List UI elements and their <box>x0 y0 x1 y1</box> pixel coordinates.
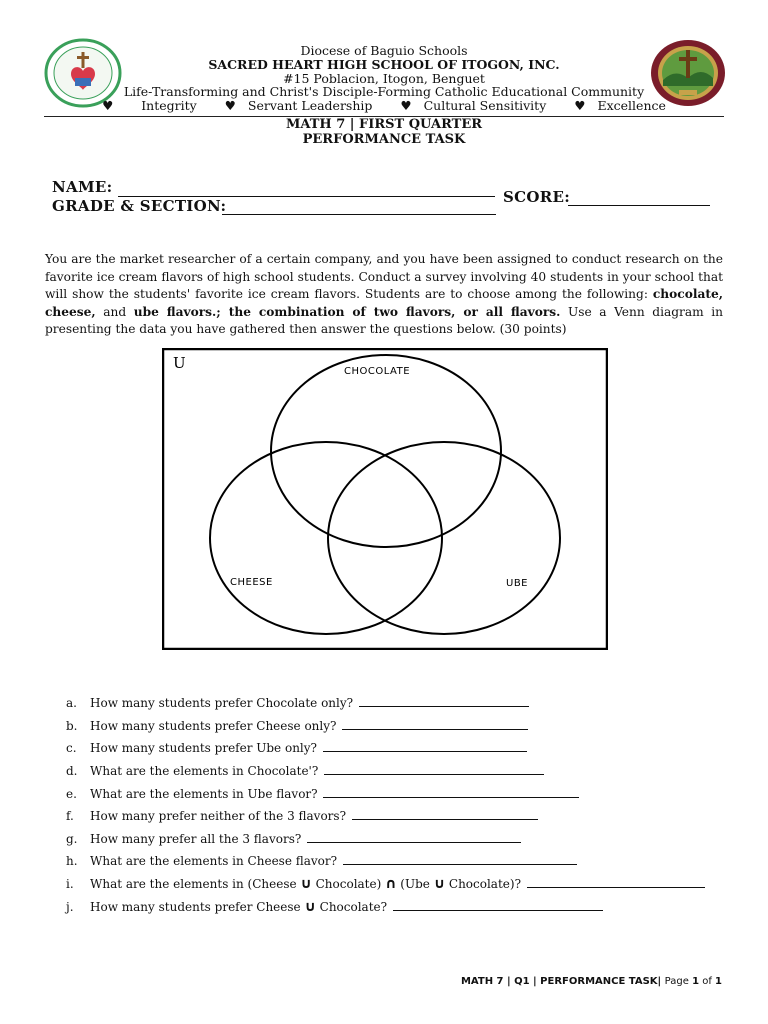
answer-blank-i[interactable] <box>527 877 705 888</box>
venn-diagram <box>162 348 608 650</box>
answer-blank-g[interactable] <box>307 832 521 843</box>
answer-blank-b[interactable] <box>342 719 528 730</box>
core-values <box>0 98 768 113</box>
page-footer: MATH 7 | Q1 | PERFORMANCE TASK| Page 1 of 1 <box>460 976 722 987</box>
chocolate-circle <box>271 355 501 547</box>
question-i: i. What are the elements in (Cheese ∪ Chocolate) ∩ (Ube ∪ Chocolate)? <box>66 877 705 891</box>
cheese-label: CHEESE <box>230 577 273 588</box>
universal-set-box <box>163 349 607 649</box>
answer-blank-a[interactable] <box>359 696 529 707</box>
core-value-2: ♥ Servant Leadership <box>224 98 373 113</box>
ube-circle <box>328 442 560 634</box>
school-name: SACRED HEART HIGH SCHOOL OF ITOGON, INC. <box>208 57 560 72</box>
question-j: j. How many students prefer Cheese ∪ Chocolate? <box>66 900 603 914</box>
name-label: NAME: <box>52 178 113 196</box>
instructions-paragraph: You are the market researcher of a certain company, and you have been assigned to conduct research on the favorite ice cream flavors of high school students. Conduct a survey involving 40 students in your school that will show the students' favorite ice cream flavors. Students are to choose among the following: chocolate, cheese, and ube flavors.; the combination of two flavors, or all flavors. Use a Venn diagram in presenting the data you have gathered then answer the questions below. (30 points) <box>45 252 723 336</box>
answer-blank-f[interactable] <box>352 809 538 820</box>
grade-section-label: GRADE & SECTION: <box>52 197 227 215</box>
question-c: c. How many students prefer Ube only? <box>66 741 527 755</box>
question-f: f. How many prefer neither of the 3 flavors? <box>66 809 538 823</box>
core-value-3: ♥ Cultural Sensitivity <box>400 98 547 113</box>
heart-icon: ♥ <box>400 98 412 113</box>
question-e: e. What are the elements in Ube flavor? <box>66 787 579 801</box>
core-value-1: ♥ Integrity <box>102 98 197 113</box>
task-title-line2: PERFORMANCE TASK <box>302 132 466 147</box>
heart-icon: ♥ <box>224 98 236 113</box>
question-b: b. How many students prefer Cheese only? <box>66 719 528 733</box>
cheese-circle <box>210 442 442 634</box>
heart-icon: ♥ <box>102 98 114 113</box>
answer-blank-c[interactable] <box>323 741 527 752</box>
union-symbol: ∪ <box>300 876 312 892</box>
chocolate-label: CHOCOLATE <box>344 366 411 377</box>
question-d: d. What are the elements in Chocolate'? <box>66 764 544 778</box>
school-address: #15 Poblacion, Itogon, Benguet <box>283 71 485 86</box>
union-symbol: ∪ <box>433 876 446 892</box>
answer-blank-d[interactable] <box>324 764 544 775</box>
question-g: g. How many prefer all the 3 flavors? <box>66 832 521 846</box>
core-value-4: ♥ Excellence <box>574 98 666 113</box>
question-h: h. What are the elements in Cheese flavor? <box>66 854 577 868</box>
score-label: SCORE: <box>503 188 571 206</box>
task-title-line1: MATH 7 | FIRST QUARTER <box>285 117 483 132</box>
grade-section-blank[interactable] <box>222 214 496 215</box>
score-blank[interactable] <box>568 205 710 206</box>
answer-blank-e[interactable] <box>323 787 579 798</box>
answer-blank-h[interactable] <box>343 854 577 865</box>
universal-set-label: U <box>173 354 186 372</box>
ube-label: UBE <box>506 578 528 589</box>
heart-icon: ♥ <box>574 98 586 113</box>
answer-blank-j[interactable] <box>393 900 603 911</box>
question-a: a. How many students prefer Chocolate only? <box>66 696 529 710</box>
intersection-symbol: ∩ <box>385 876 397 892</box>
union-symbol: ∪ <box>304 899 316 915</box>
diocese-name: Diocese of Baguio Schools <box>300 43 468 58</box>
school-motto: Life-Transforming and Christ's Disciple-Forming Catholic Educational Community <box>123 84 645 99</box>
